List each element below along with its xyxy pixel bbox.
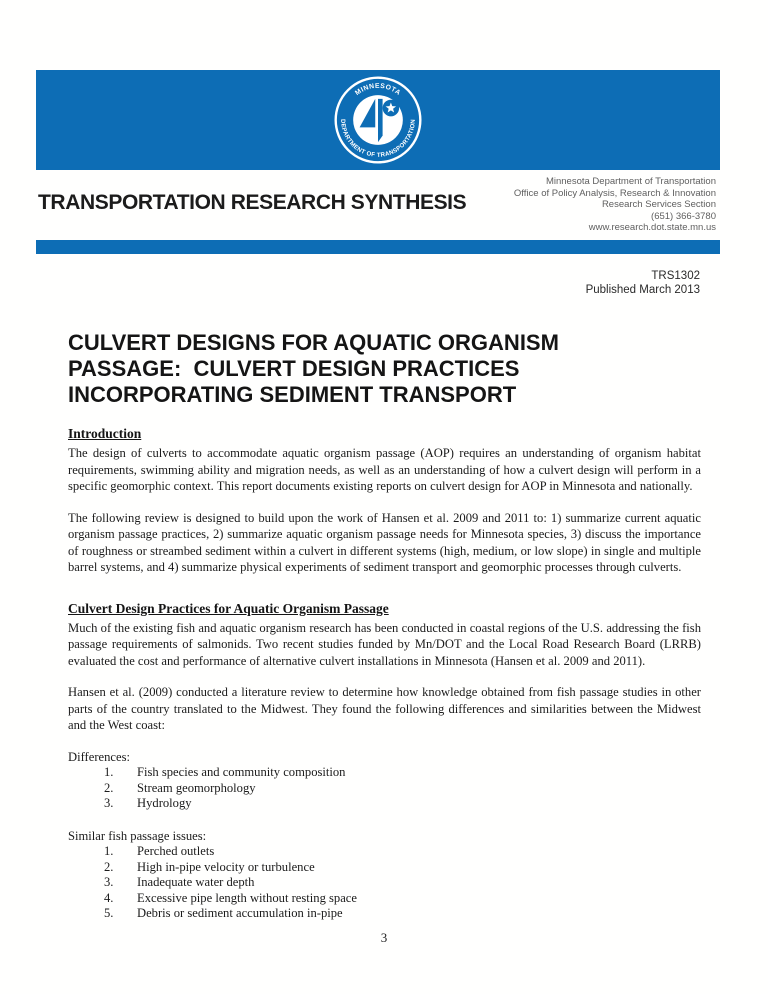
contact-line-agency: Minnesota Department of Transportation [545,176,716,187]
practices-paragraph-1: Much of the existing fish and aquatic organism research has been conducted in coastal regions of the U.S. addressing the fish passage requirements of salmonids. Two recent studies funded by Mn/DOT and the Local Road Research Board (LRRB) evaluated the cost and performance of alternative culvert installations in Minnesota (Hansen et al. 2009 and 2011). [68,620,701,668]
list-item-number [104,765,137,781]
similar-issues-list [68,828,701,922]
list-item [104,796,701,812]
list-item [104,875,701,891]
page-title-line-2: PASSAGE: CULVERT DESIGN PRACTICES [68,356,520,381]
list-item [104,765,701,781]
list-item [104,860,701,876]
introduction-paragraph-2: The following review is designed to build upon the work of Hansen et al. 2009 and 2011 to: 1) summarize current aquatic organism passage practices, 2) summarize aquatic organism passage needs for Minnesota species, 3) discuss the importance of roughness or streambed sediment within a culvert in different systems (high, medium, or low slope) in single and multiple barrel systems, and 4) summarize physical experiments of sediment transport and geomorphic processes through culverts. [68,510,701,574]
page-title [68,330,701,408]
page-number: 3 [380,930,388,945]
report-number: TRS1302 [651,270,700,282]
list-item-number [104,844,137,860]
report-meta [586,269,700,297]
header-band [36,70,720,170]
differences-list [68,749,701,812]
list-item-number [104,796,137,812]
section-spacer [68,591,701,601]
list-item [104,781,701,797]
list-item-number [104,860,137,876]
contact-line-section: Research Services Section [601,199,716,210]
contact-block [514,176,716,234]
list-item-text: Debris or sediment accumulation in-pipe [137,906,343,920]
contact-line-url: www.research.dot.state.mn.us [588,222,716,233]
introduction-paragraph-1: The design of culverts to accommodate aquatic organism passage (AOP) requires an understanding of organism habitat requirements, swimming ability and migration needs, as well as an understanding of how a culvert design will perform in a specific geomorphic context. This report documents existing reports on culvert design for AOP in Minnesota and nationally. [68,446,701,493]
page-title-line-1: CULVERT DESIGNS FOR AQUATIC ORGANISM [68,330,559,355]
mndot-seal-icon [332,74,424,166]
list-item-text: Stream geomorphology [137,780,256,795]
list-item [104,906,701,922]
list-item [104,844,701,860]
differences-label: Differences: [68,749,131,764]
logo-text-top: MINNESOTA [354,82,402,97]
list-item-text: Excessive pipe length without resting space [137,890,357,905]
brand-title: TRANSPORTATION RESEARCH SYNTHESIS [38,191,467,214]
list-item-text: Inadequate water depth [137,875,255,889]
similar-issues-label: Similar fish passage issues: [68,828,207,843]
page-title-line-3: INCORPORATING SEDIMENT TRANSPORT [68,382,517,407]
list-item-text: Perched outlets [137,844,215,858]
list-item-number [104,891,137,907]
list-item-number [104,875,137,891]
list-item-text: Fish species and community composition [137,765,346,779]
list-item-number [104,906,137,922]
list-item-text: Hydrology [137,796,192,810]
practices-paragraph-2: Hansen et al. (2009) conducted a literature review to determine how knowledge obtained from fish passage studies in other parts of the country translated to the Midwest. They found the following differences and similarities between the Midwest and the West coast: [68,685,701,732]
svg-text:MINNESOTA [354,83,402,97]
list-item [104,891,701,907]
practices-heading: Culvert Design Practices for Aquatic Organism Passage [68,600,389,616]
list-item-number [104,781,137,797]
mndot-logo [332,74,424,166]
list-item-text: High in-pipe velocity or turbulence [137,859,315,874]
contact-line-office: Office of Policy Analysis, Research & Innovation [513,187,716,199]
logo-text-bottom: DEPARTMENT OF TRANSPORTATION [339,119,417,159]
introduction-heading: Introduction [68,426,142,441]
published-date: Published March 2013 [585,284,700,296]
content-area [68,330,701,938]
header-rule-bar [36,240,720,254]
contact-line-phone: (651) 366-3780 [651,210,716,222]
